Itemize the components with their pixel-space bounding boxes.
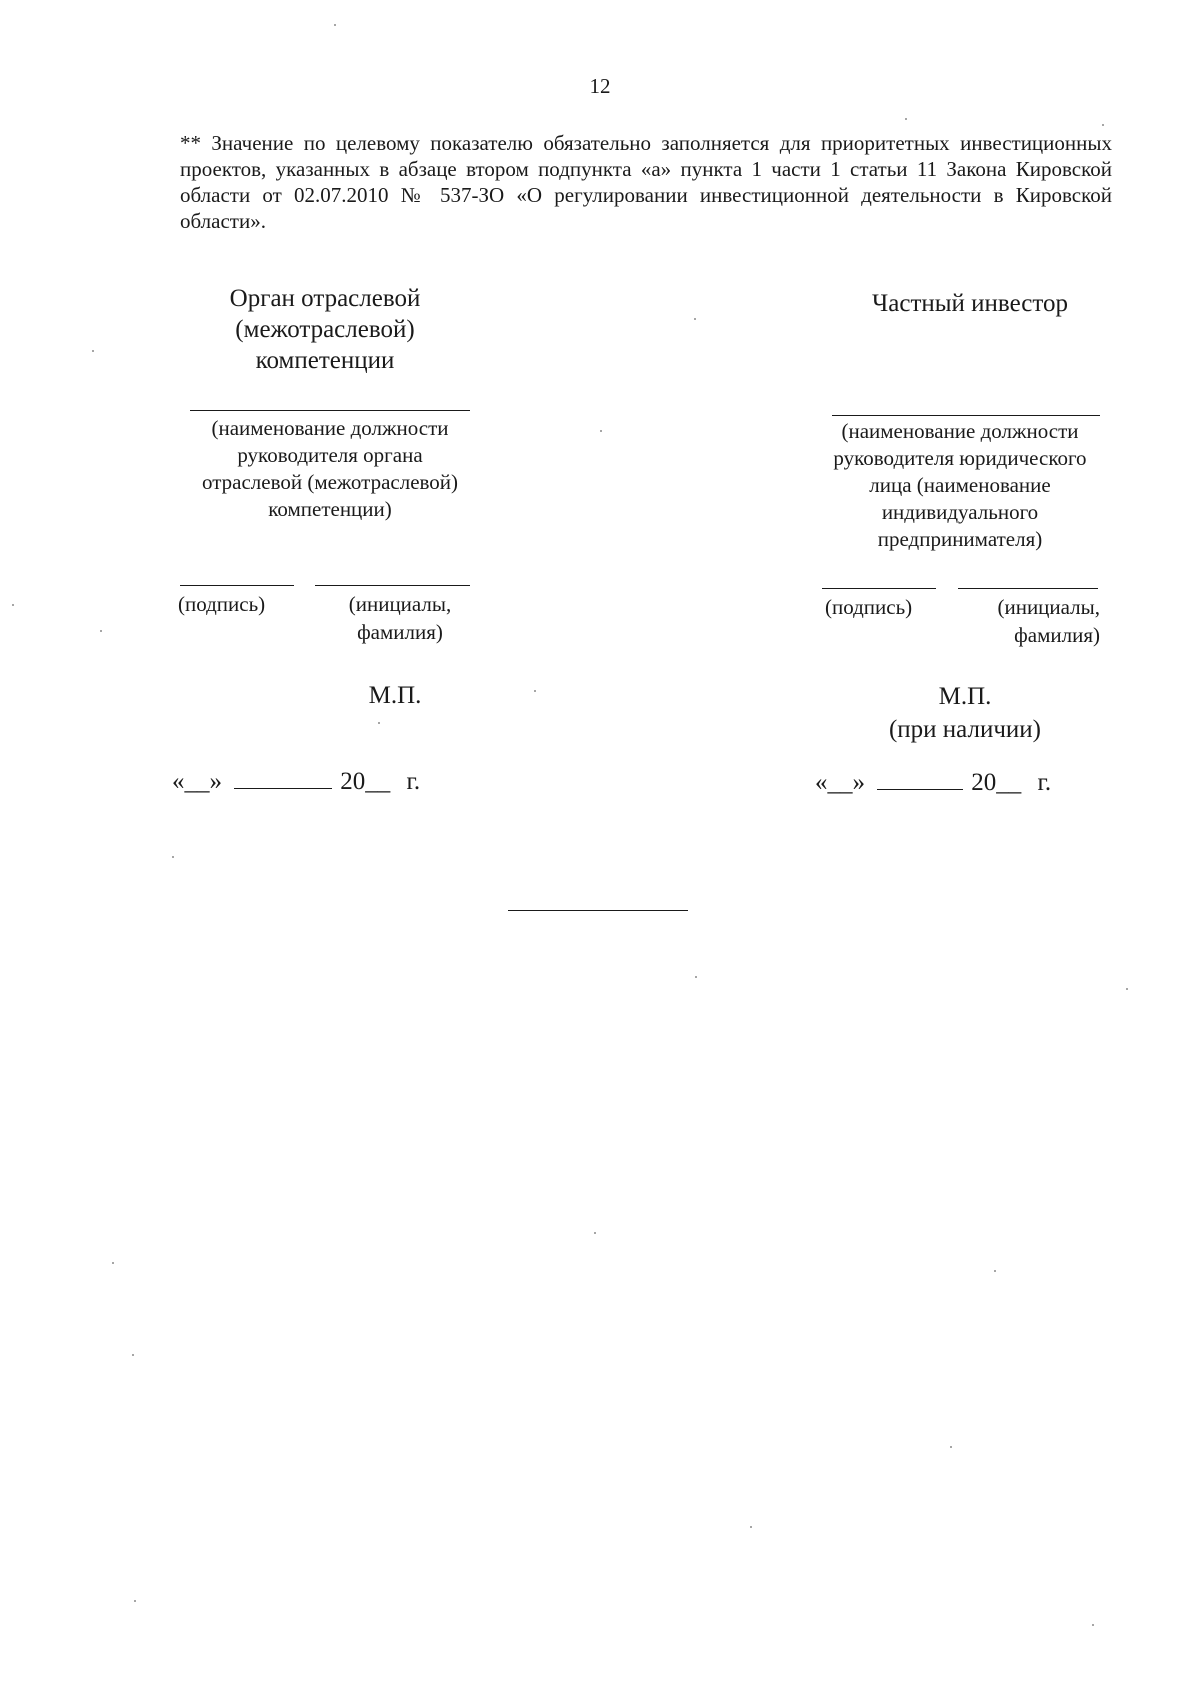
scan-speck bbox=[12, 604, 14, 606]
right-position-line bbox=[832, 415, 1100, 416]
left-date-line bbox=[172, 766, 420, 797]
right-initials-line bbox=[958, 588, 1098, 589]
left-signature-label: (подпись) bbox=[178, 592, 266, 616]
scan-speck bbox=[1126, 988, 1128, 990]
left-initials-line bbox=[315, 585, 470, 586]
scan-speck bbox=[950, 1446, 952, 1448]
right-stamp-line: М.П. bbox=[938, 683, 992, 710]
left-initials-line-text: (инициалы, bbox=[348, 592, 452, 616]
left-stamp-label bbox=[320, 679, 470, 712]
left-caption-line: отраслевой (межотраслевой) bbox=[201, 470, 459, 494]
left-initials-label bbox=[330, 590, 470, 646]
right-caption-line: предпринимателя) bbox=[877, 527, 1043, 551]
left-signature-line bbox=[180, 585, 294, 586]
scan-speck bbox=[600, 430, 602, 432]
right-title-line: Частный инвестор bbox=[872, 290, 1068, 317]
scan-speck bbox=[378, 722, 380, 724]
left-signatory-title bbox=[170, 283, 480, 376]
scan-speck bbox=[1102, 124, 1104, 126]
right-caption-line: лица (наименование bbox=[869, 473, 1051, 497]
left-date-day: «__» bbox=[172, 768, 222, 795]
left-title-line: Орган отраслевой bbox=[229, 285, 421, 312]
closing-separator-line bbox=[508, 910, 688, 911]
scan-speck bbox=[100, 630, 102, 632]
scan-speck bbox=[905, 118, 907, 120]
right-signature-label: (подпись) bbox=[825, 595, 913, 619]
left-date-month-blank bbox=[234, 766, 332, 789]
right-position-caption bbox=[800, 418, 1120, 553]
scan-speck bbox=[1092, 1624, 1094, 1626]
right-initials-line-text: фамилия) bbox=[1014, 623, 1100, 647]
scan-speck bbox=[92, 350, 94, 352]
scan-speck bbox=[172, 856, 174, 858]
right-caption-line: (наименование должности bbox=[841, 419, 1079, 443]
scan-speck bbox=[750, 1526, 752, 1528]
scan-speck bbox=[594, 1232, 596, 1234]
scan-speck bbox=[112, 1262, 114, 1264]
right-date-month-blank bbox=[877, 767, 963, 790]
right-stamp-label bbox=[860, 680, 1070, 746]
scan-speck bbox=[534, 690, 536, 692]
right-signatory-title bbox=[820, 288, 1120, 319]
right-signature-line bbox=[822, 588, 936, 589]
scan-speck bbox=[334, 24, 336, 26]
right-date-line bbox=[815, 767, 1051, 798]
page-number: 12 bbox=[589, 74, 611, 98]
left-title-line: компетенции bbox=[255, 347, 395, 374]
left-position-line bbox=[190, 410, 470, 411]
left-initials-line-text: фамилия) bbox=[357, 620, 443, 644]
left-caption-line: руководителя органа bbox=[237, 443, 423, 467]
right-caption-line: индивидуального bbox=[881, 500, 1039, 524]
left-caption-line: компетенции) bbox=[268, 497, 392, 521]
scan-speck bbox=[134, 1600, 136, 1602]
scan-speck bbox=[132, 1354, 134, 1356]
right-initials-line-text: (инициалы, bbox=[997, 595, 1100, 619]
right-date-day: «__» bbox=[815, 769, 865, 796]
footnote-text: ** Значение по целевому показателю обязательно заполняется для приоритетных инвестиционных проектов, указанных в абзаце втором подпункта «а» пункта 1 части 1 статьи 11 Закона Кировской области от 02.07.2010 № 537-ЗО «О регулировании инвестиционной деятельности в Кировской области». bbox=[180, 131, 1112, 233]
right-stamp-line: (при наличии) bbox=[888, 716, 1042, 743]
right-date-year: 20__ bbox=[971, 769, 1022, 796]
scan-speck bbox=[994, 1270, 996, 1272]
left-date-suffix: г. bbox=[406, 768, 421, 795]
right-caption-line: руководителя юридического bbox=[833, 446, 1087, 470]
left-stamp-line: М.П. bbox=[368, 682, 422, 709]
scan-speck bbox=[694, 318, 696, 320]
left-position-caption bbox=[170, 415, 490, 523]
right-date-suffix: г. bbox=[1037, 769, 1052, 796]
right-initials-label bbox=[960, 593, 1100, 649]
left-title-line: (межотраслевой) bbox=[235, 316, 415, 343]
left-caption-line: (наименование должности bbox=[211, 416, 449, 440]
left-date-year: 20__ bbox=[340, 768, 391, 795]
scan-speck bbox=[695, 976, 697, 978]
